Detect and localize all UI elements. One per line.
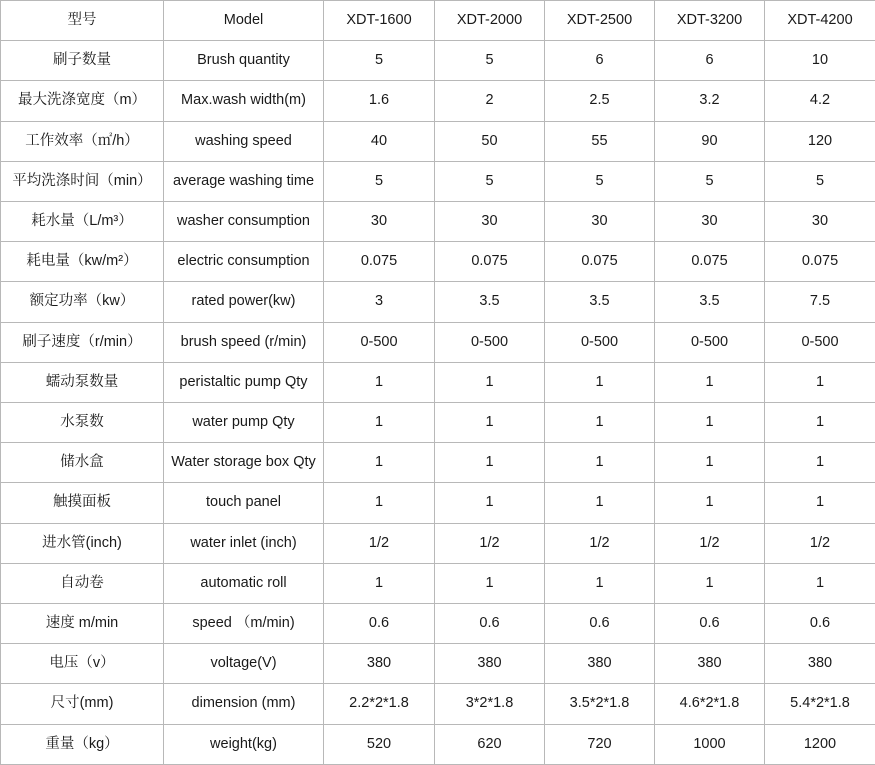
cell-value: 1 (324, 563, 435, 603)
cell-value: 3.5*2*1.8 (545, 684, 655, 724)
row-label-cn: 自动卷 (1, 563, 164, 603)
table-row (1, 523, 875, 563)
cell-value: 1 (324, 443, 435, 483)
cell-value: 40 (324, 121, 435, 161)
cell-value: 3*2*1.8 (435, 684, 545, 724)
cell-value: XDT-3200 (655, 1, 765, 41)
cell-value: 1000 (655, 724, 765, 764)
table-row (1, 604, 875, 644)
cell-value: 1 (435, 362, 545, 402)
cell-value: 1 (655, 403, 765, 443)
cell-value: 50 (435, 121, 545, 161)
row-label-cn: 刷子速度（r/min） (1, 322, 164, 362)
cell-value: 0-500 (655, 322, 765, 362)
cell-value: 1 (545, 403, 655, 443)
cell-value: 5.4*2*1.8 (765, 684, 875, 724)
cell-value: 0.075 (545, 242, 655, 282)
cell-value: 1 (324, 483, 435, 523)
cell-value: 2 (435, 81, 545, 121)
row-label-cn: 型号 (1, 1, 164, 41)
cell-value: 0-500 (545, 322, 655, 362)
cell-value: 1 (435, 403, 545, 443)
cell-value: 720 (545, 724, 655, 764)
table-row (1, 362, 875, 402)
cell-value: 1 (435, 563, 545, 603)
row-label-cn: 工作效率（㎡/h） (1, 121, 164, 161)
table-row (1, 242, 875, 282)
cell-value: 5 (435, 41, 545, 81)
row-label-en: electric consumption (164, 242, 324, 282)
cell-value: 1 (324, 403, 435, 443)
cell-value: 0-500 (324, 322, 435, 362)
cell-value: 1 (655, 443, 765, 483)
table-row (1, 724, 875, 764)
row-label-cn: 水泵数 (1, 403, 164, 443)
table-row (1, 403, 875, 443)
cell-value: 4.2 (765, 81, 875, 121)
row-label-en: average washing time (164, 161, 324, 201)
cell-value: 5 (655, 161, 765, 201)
cell-value: 1 (435, 483, 545, 523)
cell-value: 3 (324, 282, 435, 322)
cell-value: XDT-2500 (545, 1, 655, 41)
cell-value: 55 (545, 121, 655, 161)
cell-value: 5 (324, 41, 435, 81)
row-label-en: water pump Qty (164, 403, 324, 443)
cell-value: 3.5 (545, 282, 655, 322)
table-row (1, 443, 875, 483)
row-label-en: Water storage box Qty (164, 443, 324, 483)
cell-value: 0.075 (765, 242, 875, 282)
cell-value: 1 (545, 443, 655, 483)
row-label-en: Max.wash width(m) (164, 81, 324, 121)
row-label-cn: 蠕动泵数量 (1, 362, 164, 402)
cell-value: 0.6 (765, 604, 875, 644)
cell-value: 1/2 (324, 523, 435, 563)
table-row (1, 1, 875, 41)
row-label-en: Model (164, 1, 324, 41)
table-row (1, 644, 875, 684)
cell-value: 1 (765, 563, 875, 603)
cell-value: 1 (765, 403, 875, 443)
cell-value: 1 (765, 483, 875, 523)
row-label-en: Brush quantity (164, 41, 324, 81)
cell-value: 1 (324, 362, 435, 402)
row-label-en: washing speed (164, 121, 324, 161)
cell-value: 620 (435, 724, 545, 764)
cell-value: 0.075 (435, 242, 545, 282)
row-label-cn: 速度 m/min (1, 604, 164, 644)
cell-value: 3.5 (435, 282, 545, 322)
cell-value: 0.075 (324, 242, 435, 282)
cell-value: 0.6 (655, 604, 765, 644)
cell-value: 120 (765, 121, 875, 161)
cell-value: 1 (545, 362, 655, 402)
row-label-en: water inlet (inch) (164, 523, 324, 563)
cell-value: XDT-1600 (324, 1, 435, 41)
cell-value: 5 (545, 161, 655, 201)
table-row (1, 161, 875, 201)
cell-value: 2.5 (545, 81, 655, 121)
table-row (1, 202, 875, 242)
cell-value: 2.2*2*1.8 (324, 684, 435, 724)
cell-value: 1200 (765, 724, 875, 764)
cell-value: 380 (324, 644, 435, 684)
cell-value: 0-500 (765, 322, 875, 362)
cell-value: 1/2 (435, 523, 545, 563)
row-label-en: dimension (mm) (164, 684, 324, 724)
row-label-cn: 尺寸(mm) (1, 684, 164, 724)
cell-value: 30 (435, 202, 545, 242)
cell-value: 380 (765, 644, 875, 684)
cell-value: 1.6 (324, 81, 435, 121)
cell-value: 1 (655, 362, 765, 402)
row-label-en: speed （m/min) (164, 604, 324, 644)
row-label-cn: 电压（v） (1, 644, 164, 684)
cell-value: 5 (324, 161, 435, 201)
cell-value: 30 (545, 202, 655, 242)
row-label-cn: 进水管(inch) (1, 523, 164, 563)
cell-value: 3.5 (655, 282, 765, 322)
cell-value: 1 (545, 563, 655, 603)
row-label-cn: 触摸面板 (1, 483, 164, 523)
table-row (1, 483, 875, 523)
table-row (1, 41, 875, 81)
cell-value: XDT-4200 (765, 1, 875, 41)
cell-value: 10 (765, 41, 875, 81)
row-label-cn: 平均洗涤时间（min） (1, 161, 164, 201)
cell-value: 1 (765, 443, 875, 483)
cell-value: 0-500 (435, 322, 545, 362)
row-label-en: brush speed (r/min) (164, 322, 324, 362)
cell-value: 30 (765, 202, 875, 242)
cell-value: 1 (655, 483, 765, 523)
cell-value: 1 (545, 483, 655, 523)
cell-value: 0.6 (324, 604, 435, 644)
row-label-en: automatic roll (164, 563, 324, 603)
row-label-cn: 储水盒 (1, 443, 164, 483)
row-label-en: peristaltic pump Qty (164, 362, 324, 402)
row-label-cn: 最大洗涤宽度（m） (1, 81, 164, 121)
cell-value: 90 (655, 121, 765, 161)
cell-value: 5 (435, 161, 545, 201)
table-row (1, 563, 875, 603)
cell-value: 0.6 (435, 604, 545, 644)
row-label-en: touch panel (164, 483, 324, 523)
cell-value: 520 (324, 724, 435, 764)
cell-value: 380 (435, 644, 545, 684)
cell-value: 4.6*2*1.8 (655, 684, 765, 724)
row-label-en: weight(kg) (164, 724, 324, 764)
cell-value: 1 (765, 362, 875, 402)
cell-value: 30 (324, 202, 435, 242)
cell-value: 1/2 (545, 523, 655, 563)
table-row (1, 322, 875, 362)
cell-value: 380 (545, 644, 655, 684)
cell-value: 1/2 (765, 523, 875, 563)
cell-value: 0.6 (545, 604, 655, 644)
table-row (1, 282, 875, 322)
table-row (1, 684, 875, 724)
cell-value: 6 (545, 41, 655, 81)
table-row (1, 121, 875, 161)
cell-value: 1 (655, 563, 765, 603)
cell-value: 6 (655, 41, 765, 81)
row-label-cn: 刷子数量 (1, 41, 164, 81)
row-label-cn: 重量（kg） (1, 724, 164, 764)
table-row (1, 81, 875, 121)
row-label-en: rated power(kw) (164, 282, 324, 322)
cell-value: 3.2 (655, 81, 765, 121)
cell-value: 1/2 (655, 523, 765, 563)
cell-value: 0.075 (655, 242, 765, 282)
cell-value: 1 (435, 443, 545, 483)
cell-value: XDT-2000 (435, 1, 545, 41)
row-label-cn: 耗水量（L/m³） (1, 202, 164, 242)
row-label-cn: 耗电量（kw/m²） (1, 242, 164, 282)
row-label-en: voltage(V) (164, 644, 324, 684)
row-label-cn: 额定功率（kw） (1, 282, 164, 322)
row-label-en: washer consumption (164, 202, 324, 242)
cell-value: 30 (655, 202, 765, 242)
cell-value: 380 (655, 644, 765, 684)
cell-value: 7.5 (765, 282, 875, 322)
cell-value: 5 (765, 161, 875, 201)
